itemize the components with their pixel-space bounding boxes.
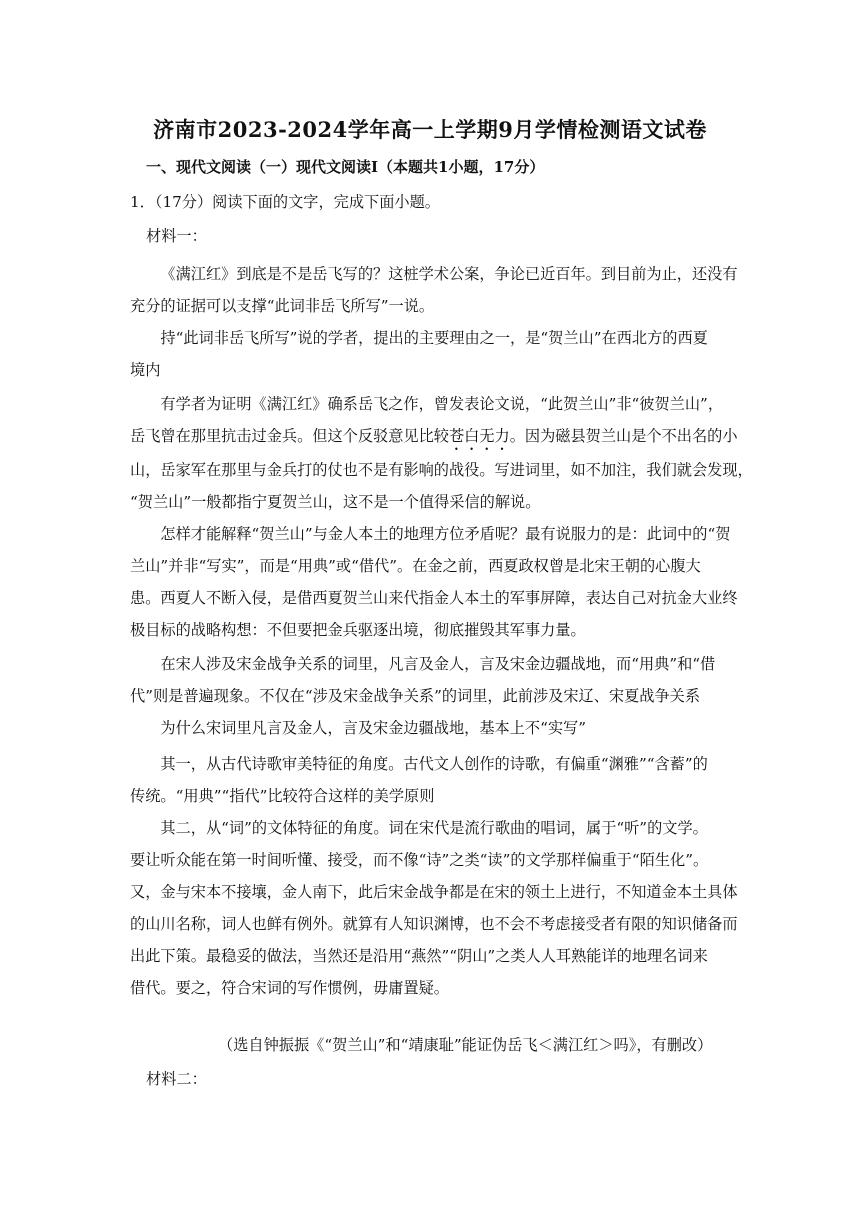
paragraph-line: 其一，从古代诗歌审美特征的角度。古代文人创作的诗歌，有偏重“渊雅”“含蓄”的 bbox=[160, 755, 708, 773]
text-run: 岳飞曾在那里抗击过金兵。但这个反驳意见比较 bbox=[130, 427, 449, 445]
paragraph-line: 充分的证据可以支撑“此词非岳飞所写”一说。 bbox=[130, 297, 435, 315]
paragraph-line: 山，岳家军在那里与金兵打的仗也不是有影响的战役。写进词里，如不加注，我们就会发现， bbox=[130, 461, 753, 479]
paragraph-line: 《满江红》到底是不是岳飞写的？这桩学术公案，争论已近百年。到目前为止，还没有 bbox=[160, 265, 738, 283]
paragraph-line: 患。西夏人不断入侵，是借西夏贺兰山来代指金人本土的军事屏障，表达自己对抗金大业终 bbox=[130, 589, 738, 607]
paragraph-line: 代”则是普遍现象。不仅在“涉及宋金战争关系”的词里，此前涉及宋辽、宋夏战争关系 bbox=[130, 687, 701, 705]
paragraph-line: 兰山”并非“写实”，而是“用典”或“借代”。在金之前，西夏政权曾是北宋王朝的心腹大 bbox=[130, 557, 701, 575]
paragraph-line: 传统。“用典”“指代”比较符合这样的美学原则 bbox=[130, 787, 435, 805]
paragraph-line: 的山川名称，词人也鲜有例外。就算有人知识渊博，也不会不考虑接受者有限的知识储备而 bbox=[130, 915, 738, 933]
paragraph-line: 又，金与宋本不接壤，金人南下，此后宋金战争都是在宋的领土上进行，不知道金本土具体 bbox=[130, 883, 738, 901]
material-1-label: 材料一： bbox=[146, 227, 207, 245]
paragraph-line: 出此下策。最稳妥的做法，当然还是沿用“燕然”“阴山”之类人人耳熟能详的地理名词来 bbox=[130, 947, 708, 965]
paragraph-line: 借代。要之，符合宋词的写作惯例，毋庸置疑。 bbox=[130, 979, 449, 997]
paragraph-line: 极目标的战略构想：不但要把金兵驱逐出境，彻底摧毁其军事力量。 bbox=[130, 621, 586, 639]
source-citation: （选自钟振振《“贺兰山”和“靖康耻”能证伪岳飞＜满江红＞吗》，有删改） bbox=[218, 1036, 713, 1054]
paragraph-line: “贺兰山”一般都指宁夏贺兰山，这不是一个值得采信的解说。 bbox=[130, 493, 541, 511]
paragraph-7 bbox=[130, 748, 730, 812]
section-heading: 一、现代文阅读（一）现代文阅读I（本题共1小题，17分） bbox=[146, 158, 545, 176]
paragraph-line: 要让听众能在第一时间听懂、接受，而不像“诗”之类“读”的文学那样偏重于“陌生化”。 bbox=[130, 851, 709, 869]
material-2-label: 材料二： bbox=[146, 1070, 207, 1088]
exam-title: 济南市2023-2024学年高一上学期9月学情检测语文试卷 bbox=[153, 117, 707, 142]
paragraph-line: 有学者为证明《满江红》确系岳飞之作，曾发表论文说，“此贺兰山”非“彼贺兰山”， bbox=[160, 395, 724, 413]
paragraph-5 bbox=[130, 648, 730, 712]
paragraph-6 bbox=[130, 712, 730, 744]
question-intro: 1．（17分）阅读下面的文字，完成下面小题。 bbox=[130, 193, 440, 211]
paragraph-line: 怎样才能解释“贺兰山”与金人本土的地理方位矛盾呢？最有说服力的是：此词中的“贺 bbox=[160, 525, 731, 543]
paragraph-line: 其二，从“词”的文体特征的角度。词在宋代是流行歌曲的唱词，属于“听”的文学。 bbox=[160, 819, 708, 837]
paragraph-1 bbox=[130, 258, 738, 322]
paragraph-8 bbox=[130, 812, 738, 1004]
paragraph-line: 境内 bbox=[130, 361, 161, 379]
emphasized-phrase: 苍白无力 bbox=[448, 427, 510, 445]
paragraph-line: 为什么宋词里凡言及金人，言及宋金边疆战地，基本上不“实写” bbox=[160, 719, 586, 737]
paragraph-2 bbox=[130, 322, 730, 386]
paragraph-line: 持“此词非岳飞所写”说的学者，提出的主要理由之一，是“贺兰山”在西北方的西夏 bbox=[160, 329, 708, 347]
paragraph-4 bbox=[130, 518, 738, 646]
paragraph-line: 在宋人涉及宋金战争关系的词里，凡言及金人，言及宋金边疆战地，而“用典”和“借 bbox=[160, 655, 716, 673]
paragraph-3 bbox=[130, 388, 753, 518]
paragraph-line-with-emphasis bbox=[130, 420, 738, 454]
text-run: 。因为磁县贺兰山是个不出名的小 bbox=[509, 427, 738, 445]
